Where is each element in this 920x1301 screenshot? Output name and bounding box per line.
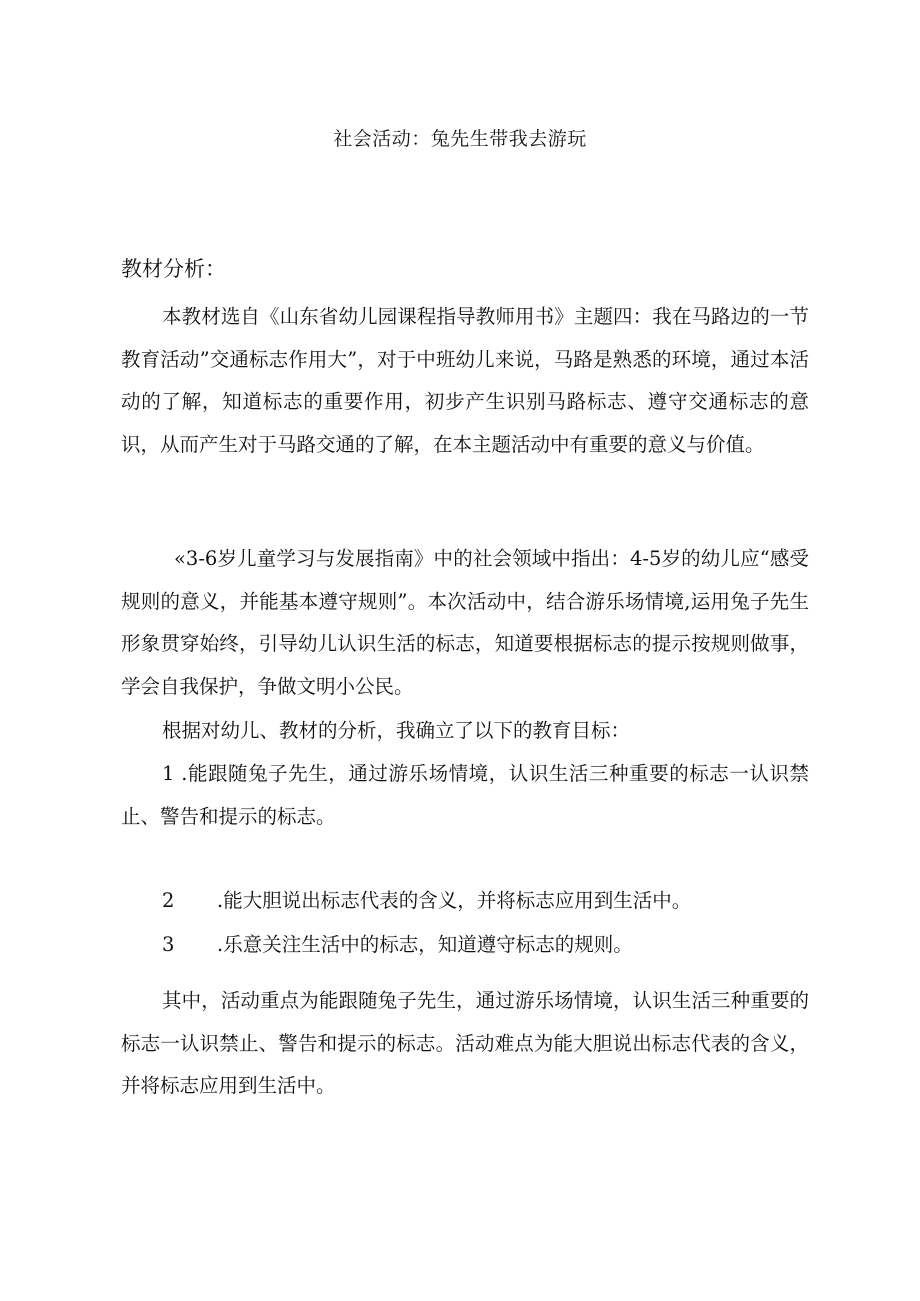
section-heading: 教材分析： (121, 257, 226, 281)
goal-item-1 (121, 753, 809, 838)
paragraph-key-points: 其中，活动重点为能跟随兔子先生，通过游乐场情境，认识生活三种重要的标志一认识禁止、警告和提示的标志。活动难点为能大胆说出标志代表的含义，并将标志应用到生活中。 (121, 989, 809, 1098)
paragraph-guideline: «3-6岁儿童学习与发展指南》中的社会领域中指出：4-5岁的幼儿应“感受规则的意义，并能基本遵守规则”。本次活动中，结合游乐场情境,运用兔子先生形象贯穿始终，引导幼儿认识生活的标志，知道要根据标志的提示按规则做事，学会自我保护，争做文明小公民。 (121, 547, 809, 698)
paragraph-material-source: 本教材选自《山东省幼儿园课程指导教师用书》主题四：我在马路边的一节教育活动”交通标志作用大”，对于中班幼儿来说，马路是熟悉的环境，通过本活动的了解，知道标志的重要作用，初步产生识别马路标志、遵守交通标志的意识，从而产生对于马路交通的了解，在本主题活动中有重要的意义与价值。 (121, 305, 809, 456)
goal-text: .乐意关注生活中的标志，知道遵守标志的规则。 (217, 933, 633, 956)
goal-number: 2 (162, 889, 175, 912)
goal-text: .能大胆说出标志代表的含义，并将标志应用到生活中。 (217, 889, 692, 912)
goal-number: 1 (162, 762, 175, 785)
paragraph-goals-intro: 根据对幼儿、教材的分析，我确立了以下的教育目标： (162, 719, 631, 742)
goal-item-3 (121, 924, 809, 967)
goal-number: 3 (162, 933, 175, 956)
goal-text: .能跟随兔子先生，通过游乐场情境，认识生活三种重要的标志一认识禁止、警告和提示的标志。 (121, 762, 810, 828)
document-title: 社会活动：兔先生带我去游玩 (333, 128, 587, 150)
goal-item-2 (121, 880, 809, 923)
